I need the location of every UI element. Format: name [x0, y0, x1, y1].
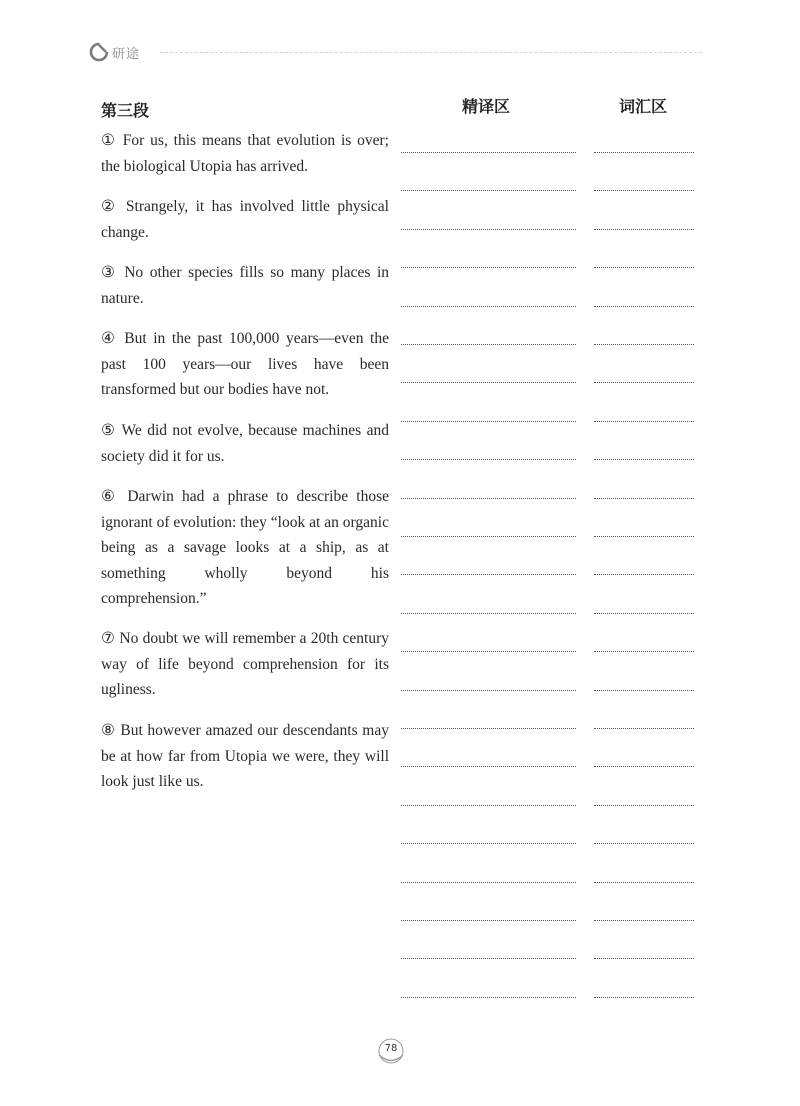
translation-line	[401, 574, 576, 575]
vocabulary-line	[594, 306, 694, 307]
translation-line	[401, 651, 576, 652]
translation-line	[401, 229, 576, 230]
translation-line	[401, 728, 576, 729]
vocabulary-line	[594, 536, 694, 537]
sentence-8: ⑧ But however amazed our descendants may be at how far from Utopia we were, they will look just like us.	[101, 722, 389, 791]
vocabulary-line	[594, 459, 694, 460]
sentence-3: ③ No other species fills so many places in nature.	[101, 264, 389, 307]
vocabulary-line	[594, 574, 694, 575]
translation-line	[401, 306, 576, 307]
translation-line	[401, 498, 576, 499]
vocabulary-line	[594, 498, 694, 499]
vocabulary-line	[594, 651, 694, 652]
translation-line	[401, 421, 576, 422]
vocabulary-line	[594, 229, 694, 230]
vocabulary-line	[594, 152, 694, 153]
vocabulary-line	[594, 958, 694, 959]
page-number: 78	[384, 1043, 398, 1054]
translation-line	[401, 843, 576, 844]
vocabulary-line	[594, 843, 694, 844]
sentence-5: ⑤ We did not evolve, because machines and society did it for us.	[101, 422, 389, 465]
translation-line	[401, 459, 576, 460]
translation-line	[401, 382, 576, 383]
sentence-4: ④ But in the past 100,000 years—even the past 100 years—our lives have been transformed but our bodies have not.	[101, 330, 389, 399]
section-title: 第三段	[101, 101, 150, 120]
translation-line	[401, 152, 576, 153]
brand-text: 研途	[112, 46, 141, 62]
translation-line	[401, 958, 576, 959]
sentence-1: ① For us, this means that evolution is over; the biological Utopia has arrived.	[101, 132, 389, 175]
header-divider	[160, 52, 702, 53]
swirl-logo-icon	[88, 41, 110, 63]
brand	[88, 41, 140, 63]
vocabulary-line	[594, 728, 694, 729]
translation-line	[401, 997, 576, 998]
translation-line	[401, 536, 576, 537]
vocabulary-line	[594, 882, 694, 883]
sentence-2: ② Strangely, it has involved little physical change.	[101, 198, 389, 241]
vocabulary-line	[594, 997, 694, 998]
vocabulary-line	[594, 613, 694, 614]
vocabulary-line	[594, 382, 694, 383]
vocabulary-line	[594, 920, 694, 921]
translation-line	[401, 766, 576, 767]
vocabulary-line	[594, 766, 694, 767]
page-number-badge	[376, 1036, 406, 1066]
translation-line	[401, 690, 576, 691]
translation-line	[401, 613, 576, 614]
translation-line	[401, 882, 576, 883]
translation-line	[401, 344, 576, 345]
translation-line	[401, 267, 576, 268]
translation-line	[401, 190, 576, 191]
translation-line	[401, 805, 576, 806]
vocabulary-line	[594, 344, 694, 345]
sentence-7: ⑦ No doubt we will remember a 20th century way of life beyond comprehension for its ugliness.	[101, 630, 389, 699]
vocabulary-line	[594, 805, 694, 806]
translation-column-heading: 精译区	[462, 97, 511, 116]
vocabulary-line	[594, 267, 694, 268]
sentence-6: ⑥ Darwin had a phrase to describe those ignorant of evolution: they “look at an organic being as a savage looks at a ship, as at something wholly beyond his comprehension.”	[101, 488, 389, 608]
vocabulary-column-heading: 词汇区	[619, 97, 668, 116]
translation-line	[401, 920, 576, 921]
vocabulary-line	[594, 190, 694, 191]
vocabulary-line	[594, 421, 694, 422]
vocabulary-line	[594, 690, 694, 691]
